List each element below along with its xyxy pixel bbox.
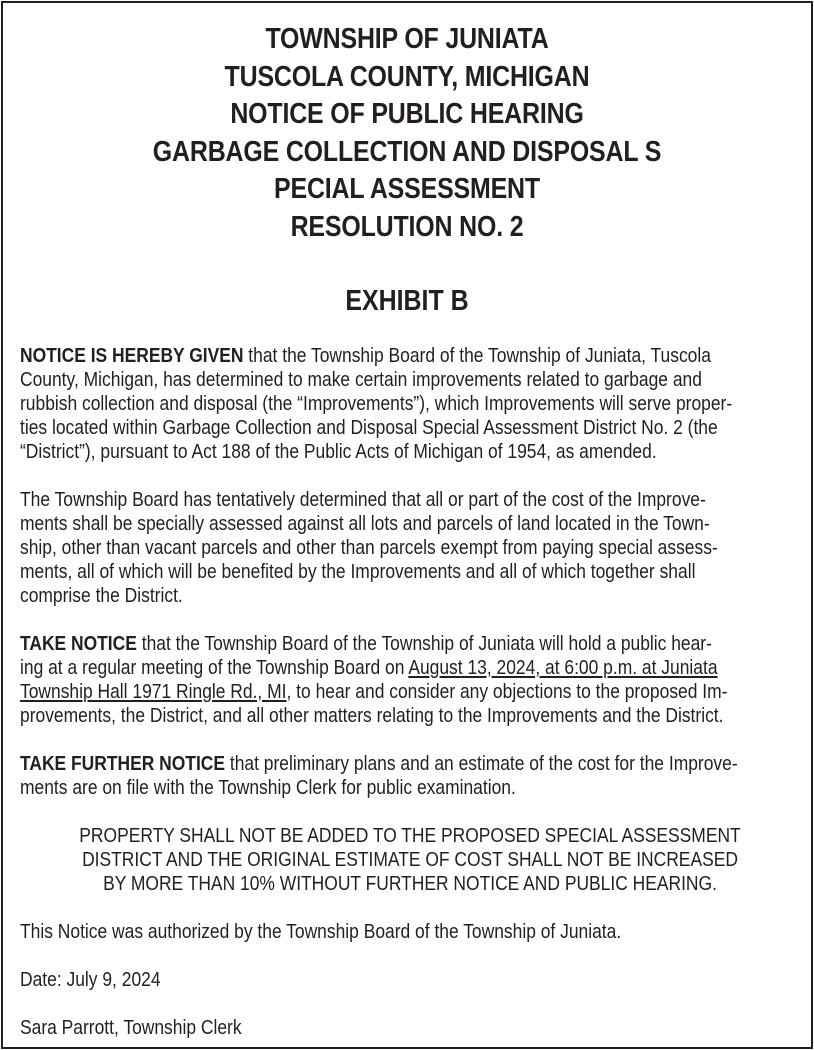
- p1-line-5: “District”), pursuant to Act 188 of the Public Acts of Michigan of 1954, as amended.: [20, 441, 657, 463]
- notice-date: [20, 968, 801, 992]
- notice-body: [20, 344, 800, 1040]
- exhibit-title: EXHIBIT B: [345, 285, 469, 317]
- p2-line-2: ments shall be specially assessed against all lots and parcels of land located in the Town-: [20, 513, 710, 535]
- clerk-signature: [20, 1016, 801, 1040]
- authorized-line: This Notice was authorized by the Township Board of the Township of Juniata.: [20, 921, 622, 943]
- paragraph-board-determined: [20, 488, 801, 608]
- p2-line-5: comprise the District.: [20, 585, 183, 607]
- paragraph-further-notice: [20, 752, 801, 800]
- p3-line-1: that the Township Board of the Township of Juniata will hold a public hear-: [136, 633, 712, 655]
- p1-line-1: that the Township Board of the Township of Juniata, Tuscola: [243, 345, 711, 367]
- paragraph-property-warning: [77, 824, 744, 896]
- p4-line-2: ments are on file with the Township Clerk for public examination.: [20, 777, 516, 799]
- p5-line-1: PROPERTY SHALL NOT BE ADDED TO THE PROPOSED SPECIAL ASSESSMENT: [79, 825, 741, 847]
- paragraph-authorized: [20, 920, 801, 944]
- p5-line-2: DISTRICT AND THE ORIGINAL ESTIMATE OF COST SHALL NOT BE INCREASED: [82, 849, 738, 871]
- lead-further-notice: TAKE FURTHER NOTICE: [20, 753, 226, 775]
- p4-line-1: that preliminary plans and an estimate of the cost for the Improve-: [225, 753, 738, 775]
- heading-line-2: TUSCOLA COUNTY, MICHIGAN: [224, 60, 590, 93]
- lead-notice-given: NOTICE IS HEREBY GIVEN: [20, 345, 244, 367]
- heading-line-1: TOWNSHIP OF JUNIATA: [265, 23, 549, 55]
- p2-line-1: The Township Board has tentatively determined that all or part of the cost of the Improve-: [20, 489, 706, 511]
- public-notice: [1, 1, 813, 1049]
- p2-line-3: ship, other than vacant parcels and other than parcels exempt from paying special assess-: [20, 537, 718, 559]
- p3-line-2a: ing at a regular meeting of the Township Board on: [20, 657, 409, 679]
- hearing-datetime: August 13, 2024, at 6:00 p.m. at Juniata: [408, 657, 718, 679]
- signature-line: Sara Parrott, Township Clerk: [20, 1017, 242, 1039]
- p1-line-4: ties located within Garbage Collection and Disposal Special Assessment District No. 2 (the: [20, 417, 718, 439]
- date-line: Date: July 9, 2024: [20, 969, 161, 991]
- paragraph-notice-given: [20, 344, 801, 464]
- p1-line-2: County, Michigan, has determined to make certain improvements related to garbage and: [20, 369, 702, 391]
- lead-take-notice: TAKE NOTICE: [20, 633, 137, 655]
- notice-heading: [60, 21, 755, 246]
- p5-line-3: BY MORE THAN 10% WITHOUT FURTHER NOTICE AND PUBLIC HEARING.: [103, 873, 717, 895]
- heading-line-3: NOTICE OF PUBLIC HEARING: [230, 98, 584, 130]
- hearing-location: Township Hall 1971 Ringle Rd., MI: [20, 681, 287, 703]
- p3-line-3b: , to hear and consider any objections to the proposed Im-: [286, 681, 728, 703]
- p1-line-3: rubbish collection and disposal (the “Improvements”), which Improvements will serve proper-: [20, 393, 733, 415]
- paragraph-take-notice: [20, 632, 801, 728]
- heading-line-4: GARBAGE COLLECTION AND DISPOSAL S: [152, 135, 662, 168]
- p3-line-4: provements, the District, and all other matters relating to the Improvements and the District.: [20, 705, 724, 727]
- heading-line-5: PECIAL ASSESSMENT: [274, 173, 540, 205]
- p2-line-4: ments, all of which will be benefited by the Improvements and all of which together shall: [20, 561, 696, 583]
- heading-line-6: RESOLUTION NO. 2: [290, 210, 524, 243]
